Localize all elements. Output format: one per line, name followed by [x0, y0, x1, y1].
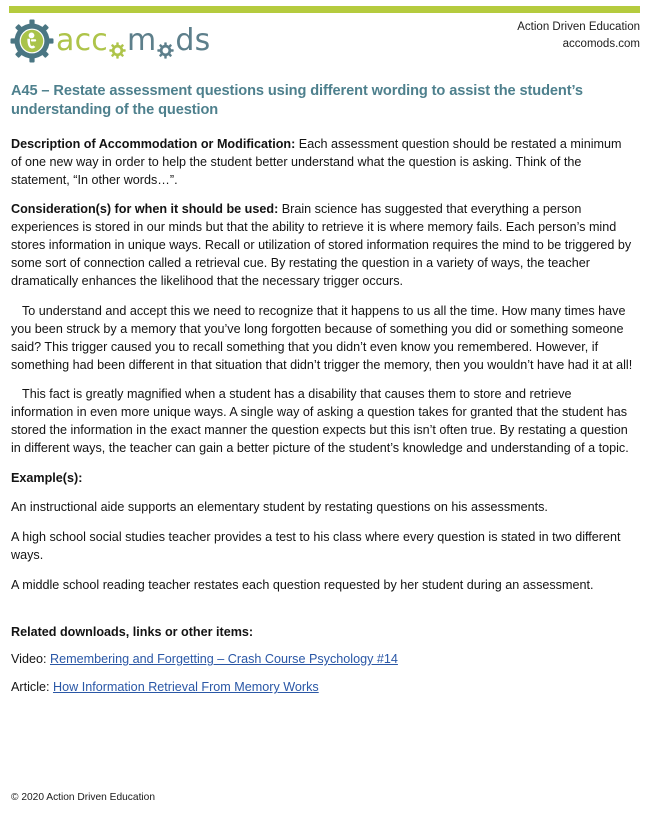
header-rule: [9, 6, 640, 13]
consideration-paragraph: [11, 200, 635, 291]
brand-wordmark: [56, 23, 211, 58]
examples-label: Example(s):: [11, 470, 83, 485]
related-item-article: [11, 678, 635, 696]
consideration-text: Brain science has suggested that everything a person experiences is stored in our minds but that the ability to retrieve it is where memory fails. Each person’s mind stores information in unique ways. Recall or utilization of stored information requires the mind to be triggered by some sort of connection called a retrieval cue. By restating the question in a variety of ways, the teacher dramatically enhances the likelihood that the necessary trigger occurs.: [11, 201, 632, 289]
article-prefix: Article:: [11, 680, 50, 695]
gear-person-logo-icon: [10, 19, 54, 63]
header-org-info: [517, 19, 640, 52]
related-section: [11, 625, 635, 696]
page-title: A45 – Restate assessment questions using different wording to assist the student’s understanding of the question: [11, 83, 583, 119]
body-paragraph: To understand and accept this we need to recognize that it happens to us all the time. How many times have you been struck by a memory that you’ve long forgotten because of something you did or something someone said? This trigger caused you to recall something that you didn’t even know you remembered. However, if something had been different in that situation that didn’t trigger the memory, then you wouldn’t have had it at all!: [11, 303, 633, 372]
description-text: Each assessment question should be restated a minimum of one new way in order to help the student better understand what the question is asking. Think of the statement, “In other words…”.: [11, 136, 622, 187]
copyright-footer: © 2020 Action Driven Education: [11, 792, 155, 803]
body-paragraph: This fact is greatly magnified when a student has a disability that causes them to store and retrieve information in even more unique ways. A single way of asking a question takes for granted that the student has stored the information in the exact manner the question expects but this isn’t often true. By restating a question in different ways, the teacher can gain a better picture of the student’s knowledge and understanding of a topic.: [11, 387, 629, 456]
brand-logo[interactable]: [10, 18, 211, 64]
examples-list: [11, 498, 635, 595]
related-label: Related downloads, links or other items:: [11, 625, 254, 640]
page-header: [0, 13, 650, 69]
logo-text-ds: ds: [175, 23, 211, 58]
description-paragraph: [11, 135, 635, 189]
consideration-label: Consideration(s) for when it should be used:: [11, 201, 279, 216]
gear-icon-green: [109, 35, 126, 52]
gear-icon-teal: [157, 35, 174, 52]
org-website: accomods.com: [562, 37, 640, 50]
list-item: An instructional aide supports an elementary student by restating questions on his assessments.: [11, 499, 548, 514]
org-name: Action Driven Education: [517, 21, 640, 33]
video-link[interactable]: Remembering and Forgetting – Crash Course Psychology #14: [49, 652, 398, 667]
video-prefix: Video:: [11, 652, 47, 667]
related-item-video: [11, 650, 635, 668]
list-item: A middle school reading teacher restates each question requested by her student during an assessment.: [11, 578, 594, 592]
document-body: [11, 82, 635, 706]
logo-text-m: m: [126, 23, 157, 58]
list-item: A high school social studies teacher provides a test to his class where every question is stated in two different ways.: [11, 529, 621, 562]
article-link[interactable]: How Information Retrieval From Memory Works: [53, 680, 319, 695]
description-label: Description of Accommodation or Modification:: [11, 136, 296, 151]
logo-text-acc: acc: [56, 23, 108, 58]
